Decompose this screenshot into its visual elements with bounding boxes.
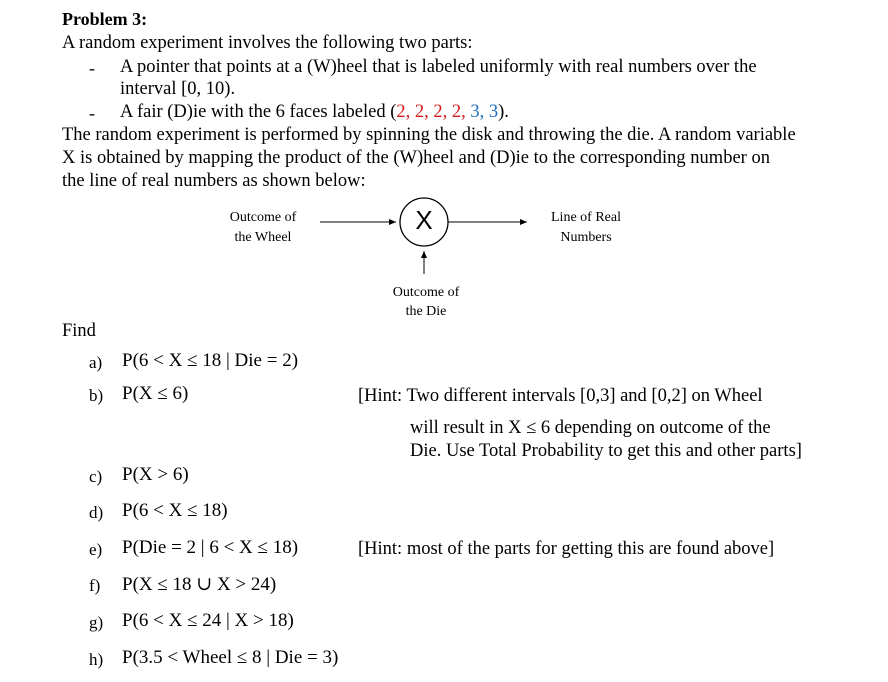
part-label: e) (89, 540, 103, 559)
hint-b-line3: Die. Use Total Probability to get this and other parts] (410, 441, 802, 461)
bullet2-blue-faces: 3, 3 (465, 102, 499, 122)
node-x-label: X (415, 205, 433, 235)
part-expression: P(6 < X ≤ 24 | X > 18) (122, 610, 294, 631)
bullet2-suffix: ). (498, 102, 509, 122)
wheel-label: Outcome of the Wheel (229, 210, 297, 245)
part-label: g) (89, 613, 104, 632)
part-expression: P(X ≤ 6) (122, 383, 189, 404)
hint-b-line2: will result in X ≤ 6 depending on outcome of the (410, 418, 771, 438)
part-expression: P(X ≤ 18 ∪ X > 24) (122, 574, 277, 595)
part-expression: P(Die = 2 | 6 < X ≤ 18) (122, 537, 299, 558)
part-label: c) (89, 467, 103, 486)
hint-b-line1: [Hint: Two different intervals [0,3] and [0,2] on Wheel (358, 386, 763, 406)
part-label: b) (89, 386, 104, 405)
part-label: a) (89, 353, 103, 372)
bullet-dash: - (89, 103, 95, 123)
part-expression: P(X > 6) (122, 464, 189, 485)
bullet2-line (120, 102, 509, 123)
part-label: h) (89, 650, 104, 669)
die-label: Outcome of the Die (392, 285, 460, 319)
output-label: Line of Real Numbers (551, 210, 621, 245)
bullet2-red-faces: 2, 2, 2, 2, (396, 102, 466, 122)
part-label: d) (89, 503, 104, 522)
bullet-dash: - (89, 58, 95, 78)
intro-text: A random experiment involves the following two parts: (62, 33, 473, 53)
hint-e: [Hint: most of the parts for getting this are found above] (358, 539, 775, 559)
para-line1: The random experiment is performed by spinning the disk and throwing the die. A random variable (62, 125, 796, 145)
bullet2-prefix: A fair (D)ie with the 6 faces labeled ( (120, 102, 397, 122)
part-expression: P(3.5 < Wheel ≤ 8 | Die = 3) (122, 647, 339, 668)
problem-title: Problem 3: (62, 9, 148, 29)
bullet1-line1: A pointer that points at a (W)heel that is labeled uniformly with real numbers over the (120, 57, 757, 77)
part-expression: P(6 < X ≤ 18) (122, 500, 228, 521)
bullet1-line2: interval [0, 10). (120, 79, 236, 99)
part-label: f) (89, 576, 101, 595)
find-heading: Find (62, 321, 96, 341)
part-expression: P(6 < X ≤ 18 | Die = 2) (122, 350, 299, 371)
para-line3: the line of real numbers as shown below: (62, 171, 366, 191)
para-line2: X is obtained by mapping the product of the (W)heel and (D)ie to the corresponding number on (62, 148, 770, 168)
